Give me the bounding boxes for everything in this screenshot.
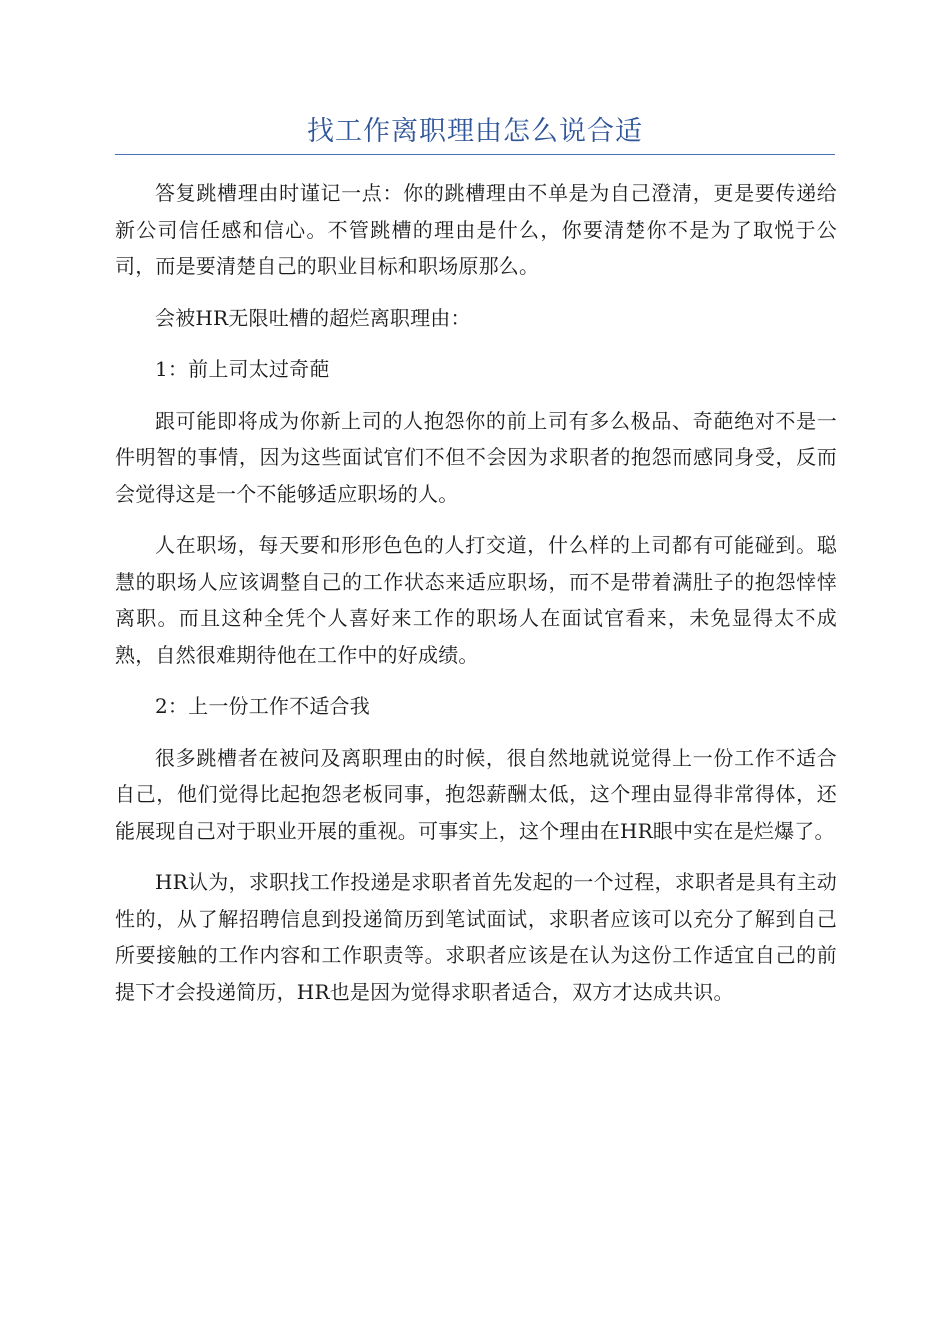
title-underline: [115, 154, 835, 155]
paragraph-reason-2-heading: 2：上一份工作不适合我: [155, 694, 370, 718]
document-body: [115, 175, 837, 1025]
paragraph-reason-2-body-b: HR认为，求职找工作投递是求职者首先发起的一个过程，求职者是具有主动性的，从了解招聘信息到投递简历到笔试面试，求职者应该可以充分了解到自己所要接触的工作内容和工作职责等。求职者应该是在认为这份工作适宜自己的前提下才会投递简历，HR也是因为觉得求职者适合，双方才达成共识。: [115, 870, 837, 1004]
document-title: 找工作离职理由怎么说合适: [307, 116, 643, 147]
paragraph-list-heading: 会被HR无限吐槽的超烂离职理由：: [155, 305, 471, 330]
paragraph-reason-1-body-b: 人在职场，每天要和形形色色的人打交道，什么样的上司都有可能碰到。聪慧的职场人应该调整自己的工作状态来适应职场，而不是带着满肚子的抱怨悻悻离职。而且这种全凭个人喜好来工作的职场人在面试官看来，未免显得太不成熟，自然很难期待他在工作中的好成绩。: [115, 533, 837, 667]
paragraph-reason-1-heading: 1：前上司太过奇葩: [155, 357, 330, 381]
paragraph-reason-2-body-a: 很多跳槽者在被问及离职理由的时候，很自然地就说觉得上一份工作不适合自己，他们觉得比起抱怨老板同事，抱怨薪酬太低，这个理由显得非常得体，还能展现自己对于职业开展的重视。可事实上，这个理由在HR眼中实在是烂爆了。: [115, 745, 837, 843]
paragraph-reason-1-body-a: 跟可能即将成为你新上司的人抱怨你的前上司有多么极品、奇葩绝对不是一件明智的事情，因为这些面试官们不但不会因为求职者的抱怨而感同身受，反而会觉得这是一个不能够适应职场的人。: [115, 408, 837, 506]
paragraph-intro: 答复跳槽理由时谨记一点：你的跳槽理由不单是为自己澄清，更是要传递给新公司信任感和信心。不管跳槽的理由是什么，你要清楚你不是为了取悦于公司，而是要清楚自己的职业目标和职场原那么。: [115, 181, 837, 278]
